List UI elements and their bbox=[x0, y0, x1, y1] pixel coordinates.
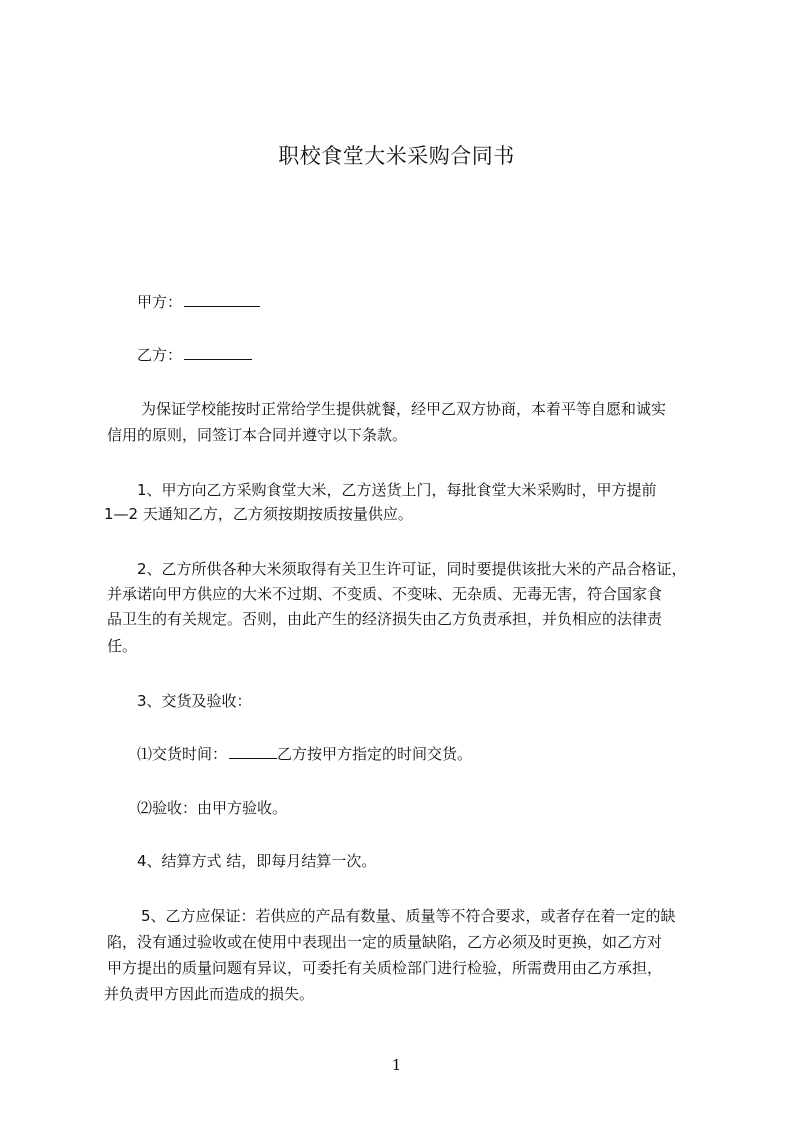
clause1-line-1: 1、甲方向乙方采购食堂大米，乙方送货上门，每批食堂大米采购时，甲方提前 bbox=[137, 481, 657, 499]
party-b-line bbox=[137, 343, 252, 367]
clause3-heading: 3、交货及验收： bbox=[137, 692, 252, 710]
delivery-time-blank bbox=[229, 743, 277, 759]
clause2-line-3: 品卫生的有关规定。否则，由此产生的经济损失由乙方负责承担，并负相应的法律责 bbox=[107, 610, 663, 628]
party-a-line bbox=[137, 290, 260, 314]
clause1-line-2: 1—2 天通知乙方，乙方须按期按质按量供应。 bbox=[104, 505, 413, 523]
party-b-label: 乙方： bbox=[137, 346, 183, 364]
page-number: 1 bbox=[391, 1056, 402, 1074]
clause2-line-2: 并承诺向甲方供应的大米不过期、不变质、不变味、无杂质、无毒无害，符合国家食 bbox=[107, 585, 663, 603]
party-b-blank bbox=[184, 344, 252, 360]
clause5-line-1: 5、乙方应保证：若供应的产品有数量、质量等不符合要求，或者存在着一定的缺 bbox=[141, 907, 676, 925]
clause5-line-3: 甲方提出的质量问题有异议，可委托有关质检部门进行检验，所需费用由乙方承担， bbox=[107, 959, 663, 977]
intro-line-1: 为保证学校能按时正常给学生提供就餐，经甲乙双方协商，本着平等自愿和诚实 bbox=[141, 400, 667, 418]
clause5-line-4: 并负责甲方因此而造成的损失。 bbox=[104, 985, 315, 1003]
clause3-item2: ⑵验收：由甲方验收。 bbox=[137, 799, 288, 817]
clause3-item1 bbox=[137, 742, 472, 766]
clause5-line-2: 陷，没有通过验收或在使用中表现出一定的质量缺陷，乙方必须及时更换，如乙方对 bbox=[107, 933, 663, 951]
document-title: 职校食堂大米采购合同书 bbox=[278, 144, 515, 168]
clause3-item1-prefix: ⑴交货时间： bbox=[137, 745, 228, 763]
party-a-label: 甲方： bbox=[137, 293, 183, 311]
clause3-item1-suffix: 乙方按甲方指定的时间交货。 bbox=[277, 745, 473, 763]
clause4-line: 4、结算方式 结，即每月结算一次。 bbox=[137, 852, 377, 870]
party-a-blank bbox=[184, 291, 260, 307]
clause2-line-1: 2、乙方所供各种大米须取得有关卫生许可证，同时要提供该批大米的产品合格证， bbox=[137, 560, 687, 578]
clause2-line-4: 任。 bbox=[107, 637, 138, 655]
intro-line-2: 信用的原则，同签订本合同并遵守以下条款。 bbox=[107, 426, 408, 444]
